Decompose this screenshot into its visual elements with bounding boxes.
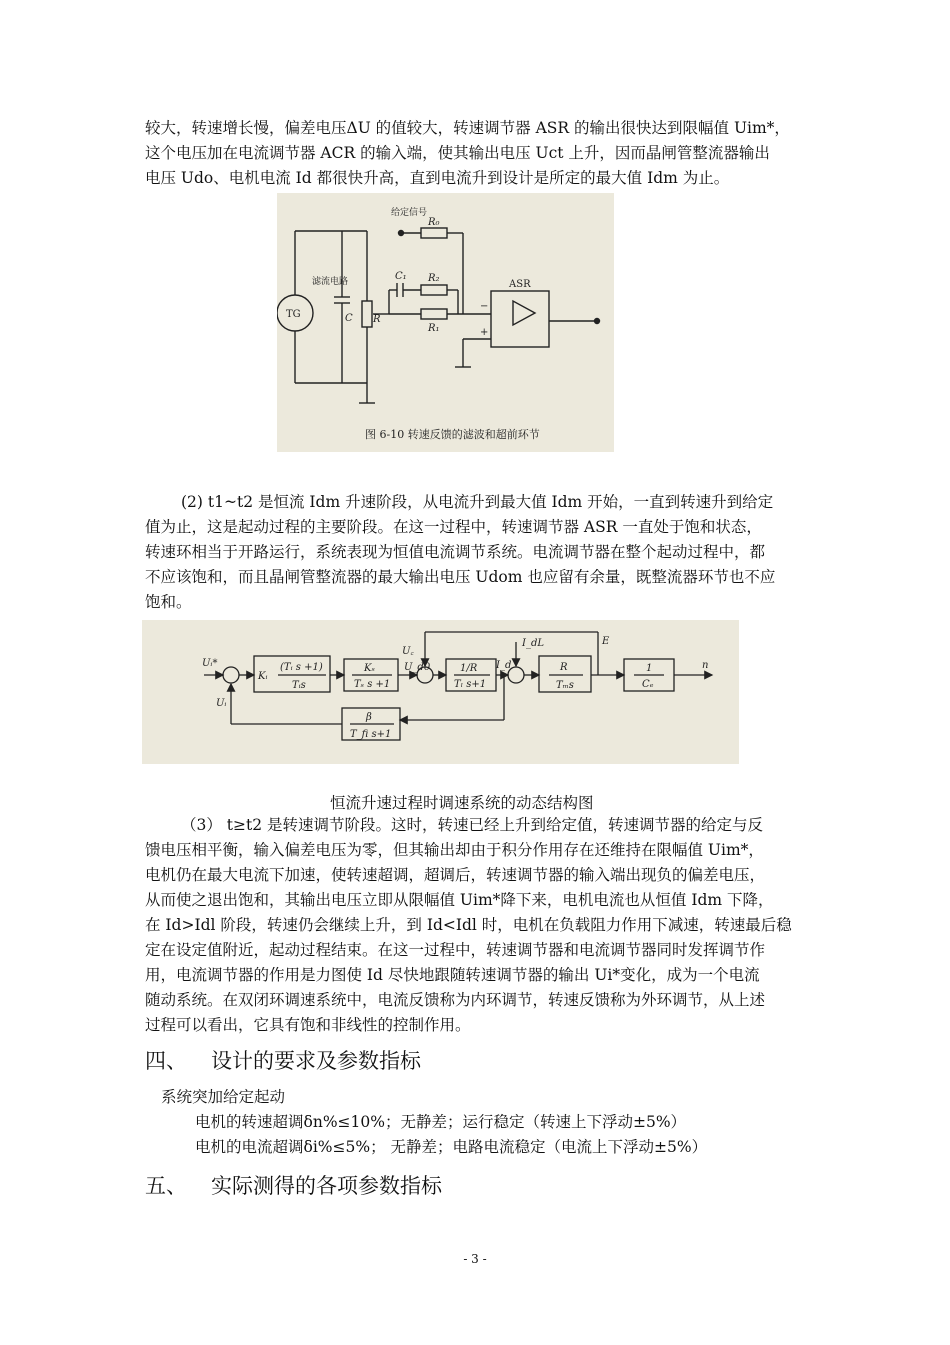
tg-label: TG xyxy=(286,309,301,320)
c1-label: C₁ xyxy=(395,271,407,282)
requirements-intro: 系统突加给定起动 xyxy=(161,1088,286,1106)
section-4-title: 设计的要求及参数指标 xyxy=(211,1049,421,1073)
ki-den-label: Tᵢs xyxy=(292,680,306,691)
section-3-line: （3） t≥t2 是转速调节阶段。这时，转速已经上升到给定值，转速调节器的给定与反 xyxy=(181,816,764,834)
figure-block-diagram xyxy=(142,620,739,764)
r0-label: R₀ xyxy=(428,217,440,228)
page-number: - 3 - xyxy=(463,1252,487,1266)
section-3-line: 馈电压相平衡，输入偏差电压为零，但其输出却由于积分作用存在还维持在限幅值 Uim*， xyxy=(145,841,764,859)
intro-line: 电压 Udo、电机电流 Id 都很快升高，直到电流升到设计是所定的最大值 Idm 为止。 xyxy=(145,169,730,187)
section-4-heading xyxy=(145,1045,421,1075)
r-label: R xyxy=(373,314,381,325)
figure-filter-lead-circuit xyxy=(277,193,614,452)
uc-label: U꜀ xyxy=(402,646,414,657)
beta-label: β xyxy=(366,712,372,723)
section-5-heading xyxy=(145,1170,442,1200)
section-3-line: 从而使之退出饱和，其输出电压立即从限幅值 Uim*降下来，电机电流也从恒值 Idm 下降， xyxy=(145,891,774,909)
n-label: n xyxy=(702,660,709,671)
intro-line: 这个电压加在电流调节器 ACR 的输入端，使其输出电压 Uct 上升，因而晶闸管整流器输出 xyxy=(145,144,770,162)
section-3-line: 定在设定值附近，起动过程结束。在这一过程中，转速调节器和电流调节器同时发挥调节作 xyxy=(145,941,766,959)
amp-plus-label: + xyxy=(480,327,489,338)
udo-label: U_d0 xyxy=(404,662,431,673)
section-3-line: 用，电流调节器的作用是力图使 Id 尽快地跟随转速调节器的输出 Ui*变化，成为一个电流 xyxy=(145,966,760,984)
section-2-line: 不应该饱和，而且晶闸管整流器的最大输出电压 Udom 也应留有余量，既整流器环节也不应 xyxy=(145,568,776,586)
ui-label: Uᵢ xyxy=(216,698,227,709)
beta-den-label: T_fi s+1 xyxy=(350,729,392,740)
section-4-number: 四、 xyxy=(145,1049,187,1073)
r-den-label: Tₗ s+1 xyxy=(454,679,487,690)
id-label: I_d xyxy=(496,660,512,671)
section-3-line: 随动系统。在双闭环调速系统中，电流反馈称为内环调节，转速反馈称为外环调节，从上述 xyxy=(145,991,766,1009)
e-label: E xyxy=(602,636,610,647)
section-3-line: 在 Id>Idl 阶段，转速仍会继续上升，到 Id<Idl 时，电机在负载阻力作用下减速，转速最后稳 xyxy=(145,916,792,934)
asr-label: ASR xyxy=(509,279,531,290)
ui-star-label: Uᵢ* xyxy=(202,658,218,669)
ce-den-label: Cₑ xyxy=(642,679,654,690)
figure2-caption: 恒流升速过程时调速系统的动态结构图 xyxy=(330,794,594,812)
section-2-line: 转速环相当于开路运行，系统表现为恒值电流调节系统。电流调节器在整个起动过程中，都 xyxy=(145,543,766,561)
ce-num-label: 1 xyxy=(646,663,653,674)
ki-label: Kᵢ xyxy=(258,671,268,682)
speed-requirement: 电机的转速超调δn%≤10%；无静差；运行稳定（转速上下浮动±5%） xyxy=(195,1113,687,1131)
given-signal-label: 给定信号 xyxy=(391,208,428,218)
section-2-line: 值为止，这是起动过程的主要阶段。在这一过程中，转速调节器 ASR 一直处于饱和状态， xyxy=(145,518,762,536)
ks-den-label: Tₛ s +1 xyxy=(354,679,391,690)
rtm-den-label: Tₘs xyxy=(556,680,574,691)
intro-line: 较大，转速增长慢，偏差电压ΔU 的值较大，转速调节器 ASR 的输出很快达到限幅值 Uim*， xyxy=(145,119,790,137)
rtm-label: R xyxy=(560,662,568,673)
current-requirement: 电机的电流超调δi%≤5%； 无静差；电路电流稳定（电流上下浮动±5%） xyxy=(195,1138,708,1156)
c-label: C xyxy=(345,313,353,324)
idl-label: I_dL xyxy=(522,638,544,649)
r-num-label: 1/R xyxy=(460,663,478,674)
section-5-number: 五、 xyxy=(145,1174,187,1198)
section-5-title: 实际测得的各项参数指标 xyxy=(211,1174,442,1198)
filter-label: 滤流电路 xyxy=(312,277,349,287)
r1-label: R₁ xyxy=(428,323,440,334)
figure1-caption: 图 6-10 转速反馈的滤波和超前环节 xyxy=(365,428,540,441)
ks-label: Kₛ xyxy=(364,663,375,674)
section-3-line: 过程可以看出，它具有饱和非线性的控制作用。 xyxy=(145,1016,471,1034)
ki-num-label: (Tᵢ s +1) xyxy=(280,662,323,673)
section-3-line: 电机仍在最大电流下加速，使转速超调，超调后，转速调节器的输入端出现负的偏差电压， xyxy=(145,866,766,884)
amp-minus-label: − xyxy=(480,301,489,312)
section-2-line: 饱和。 xyxy=(145,593,192,611)
r2-label: R₂ xyxy=(428,273,440,284)
section-2-line: (2) t1~t2 是恒流 Idm 升速阶段，从电流升到最大值 Idm 开始，一直到转速升到给定 xyxy=(181,493,774,511)
